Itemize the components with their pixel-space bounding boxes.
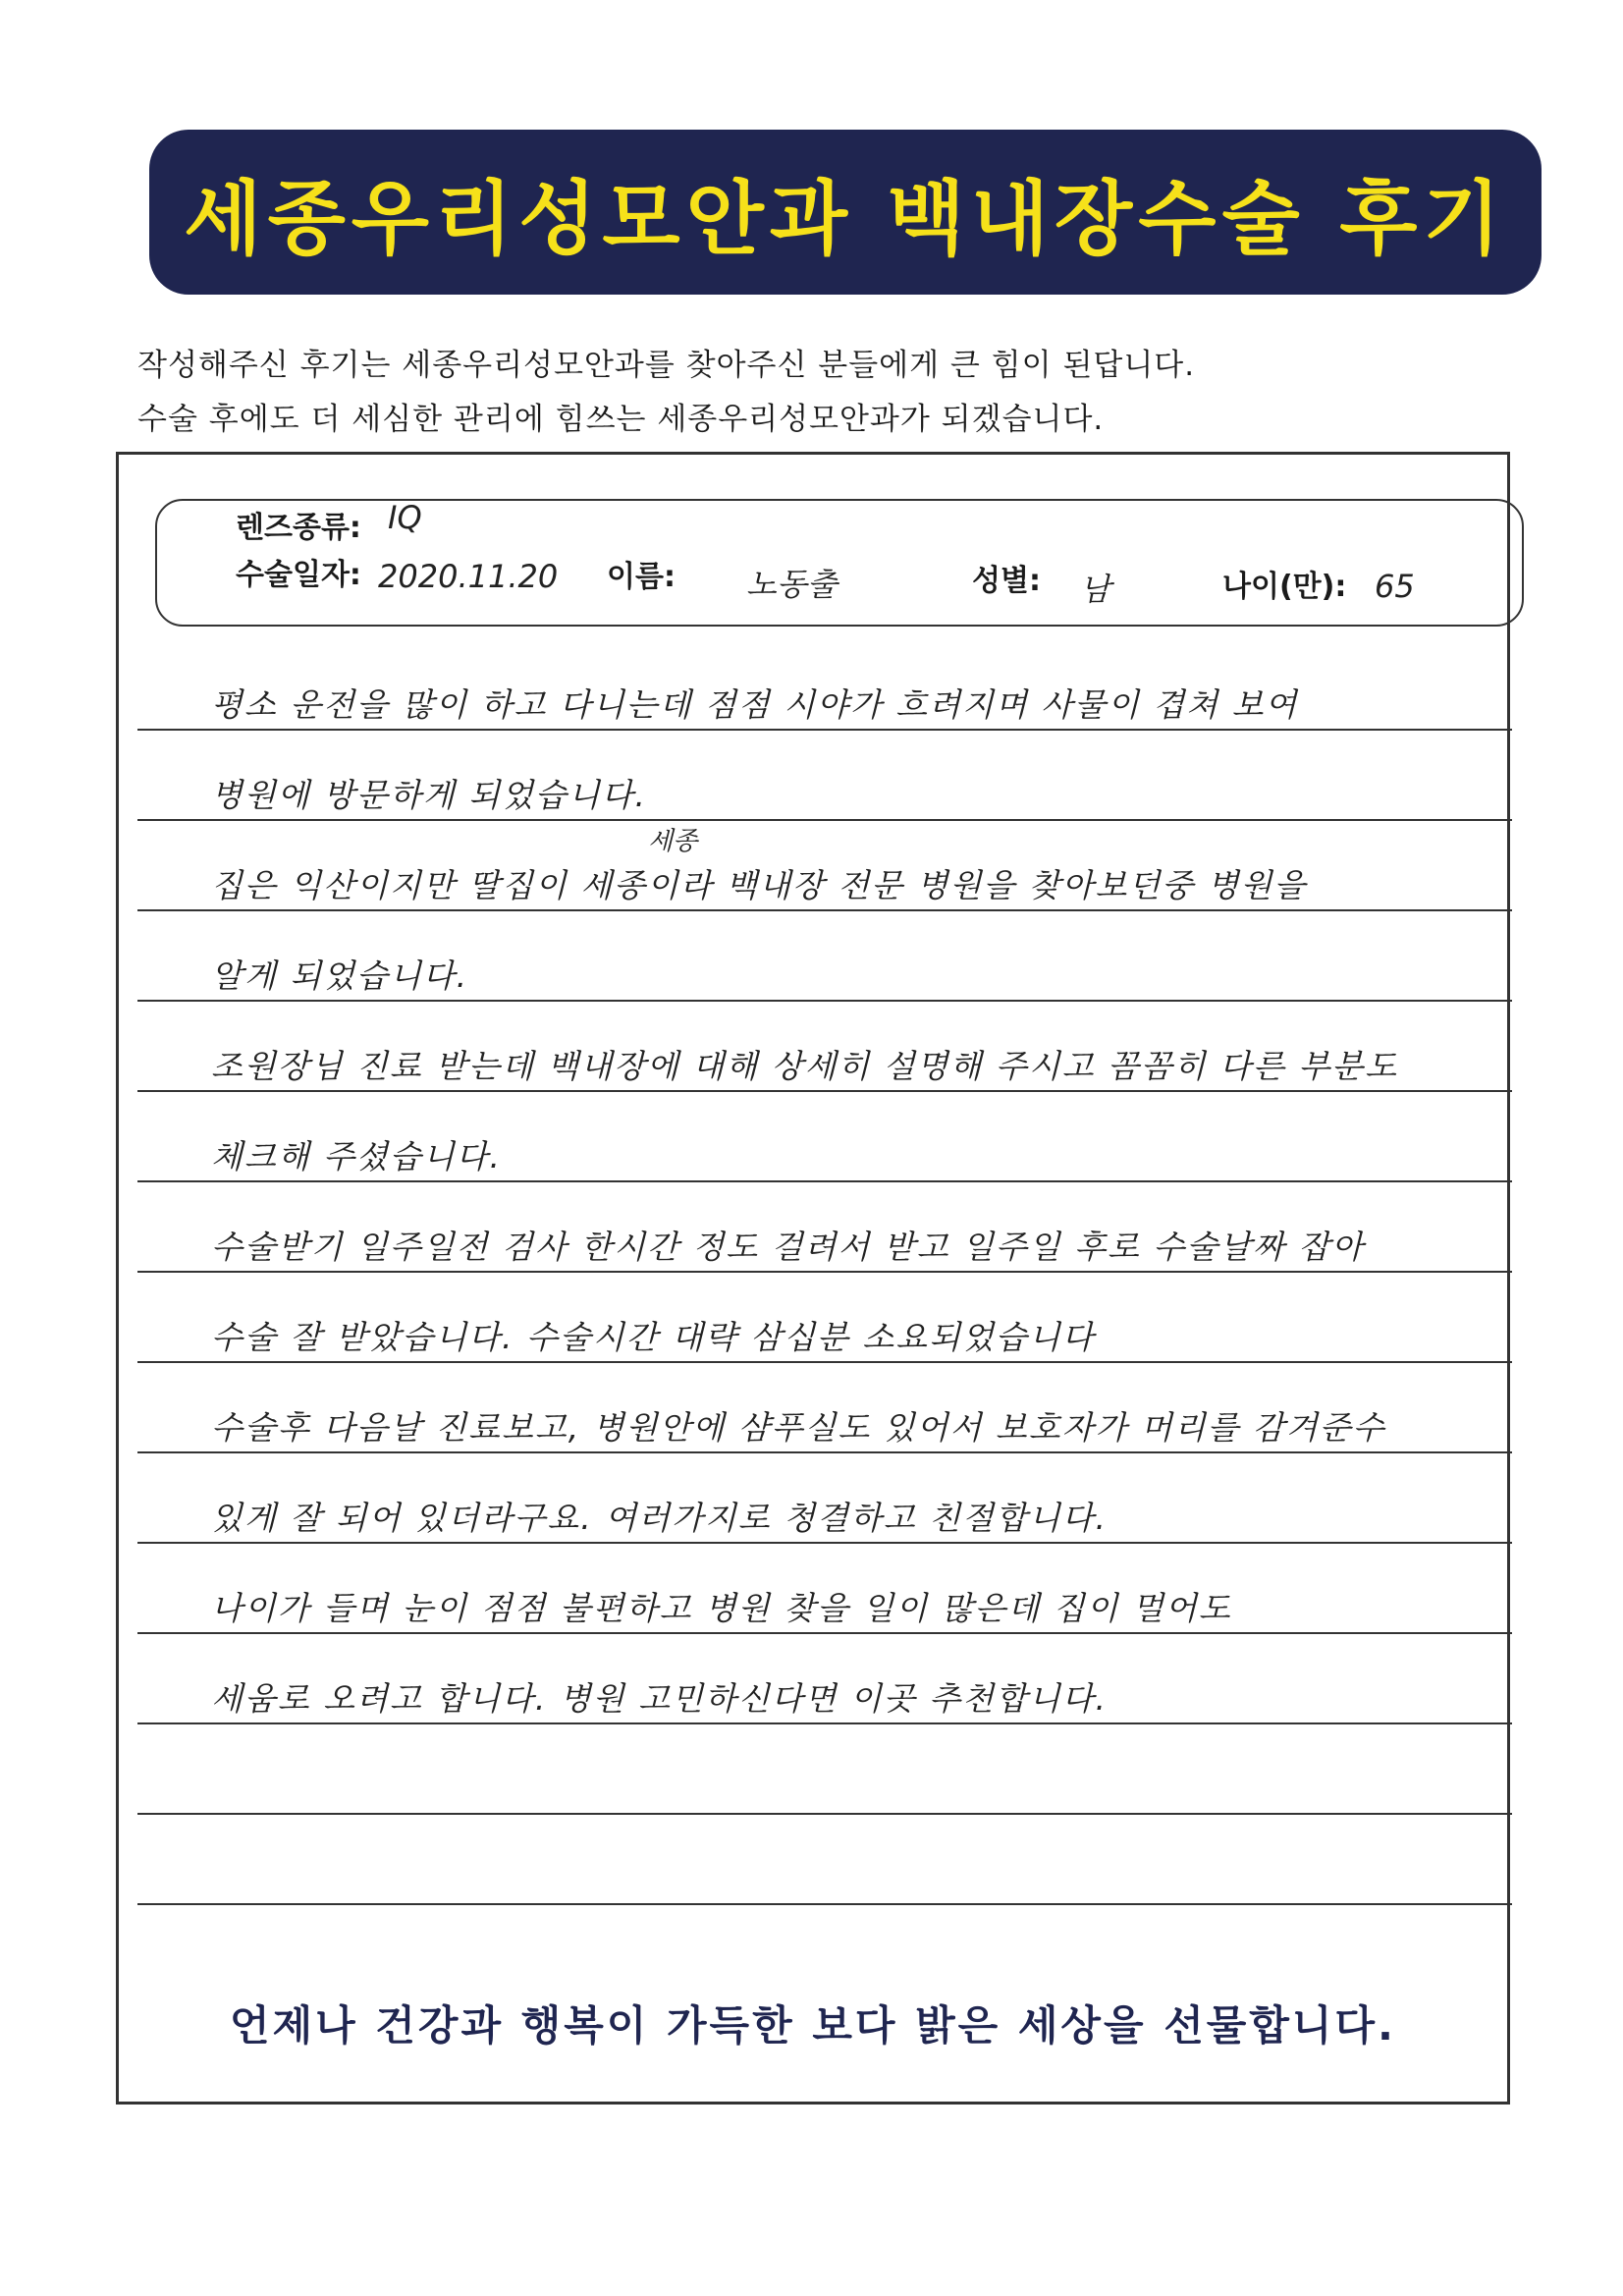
writing-line [137, 1903, 1512, 1905]
title-banner [149, 130, 1542, 295]
review-line-7: 수술받기 일주일전 검사 한시간 정도 걸려서 받고 일주일 후로 수술날짜 잡아 [211, 1228, 1366, 1266]
intro-line-1: 작성해주신 후기는 세종우리성모안과를 찾아주신 분들에게 큰 힘이 된답니다. [137, 348, 1196, 383]
name-value: 노동출 [746, 566, 838, 603]
banner-title: 세종우리성모안과 백내장수술 후기 [184, 172, 1507, 266]
writing-line [137, 1542, 1512, 1544]
writing-line [137, 909, 1512, 911]
review-line-10: 있게 잘 되어 있더라구요. 여러가지로 청결하고 친절합니다. [211, 1499, 1108, 1537]
writing-line [137, 729, 1512, 731]
lens-label: 렌즈종류: [236, 511, 361, 545]
review-line-3: 집은 익산이지만 딸집이 세종이라 백내장 전문 병원을 찾아보던중 병원을 [211, 866, 1308, 904]
date-value: 2020.11.20 [378, 558, 559, 595]
writing-line [137, 1451, 1512, 1453]
date-label: 수술일자: [236, 558, 361, 592]
review-line-5: 조원장님 진료 받는데 백내장에 대해 상세히 설명해 주시고 꼼꼼히 다른 부분도 [211, 1047, 1398, 1085]
review-line-6: 체크해 주셨습니다. [211, 1137, 503, 1175]
writing-line [137, 1090, 1512, 1092]
review-superscript: 세종 [648, 827, 698, 856]
review-line-2: 병원에 방문하게 되었습니다. [211, 776, 648, 814]
review-line-12: 세움로 오려고 합니다. 병원 고민하신다면 이곳 추천합니다. [211, 1679, 1108, 1718]
writing-line [137, 1271, 1512, 1273]
review-line-1: 평소 운전을 많이 하고 다니는데 점점 시야가 흐려지며 사물이 겹쳐 보여 [211, 685, 1299, 724]
writing-line [137, 1180, 1512, 1182]
name-label: 이름: [607, 560, 676, 594]
age-value: 65 [1375, 568, 1415, 605]
gender-value: 남 [1080, 571, 1110, 608]
gender-label: 성별: [972, 564, 1041, 598]
footer-slogan: 언제나 건강과 행복이 가득한 보다 밝은 세상을 선물합니다. [229, 2001, 1397, 2050]
writing-line [137, 819, 1512, 821]
writing-line [137, 1632, 1512, 1634]
review-line-11: 나이가 들며 눈이 점점 불편하고 병원 찾을 일이 많은데 집이 멀어도 [211, 1589, 1232, 1627]
review-line-9: 수술후 다음날 진료보고, 병원안에 샴푸실도 있어서 보호자가 머리를 감겨준수 [211, 1408, 1386, 1447]
age-label: 나이(만): [1222, 570, 1347, 604]
intro-line-2: 수술 후에도 더 세심한 관리에 힘쓰는 세종우리성모안과가 되겠습니다. [137, 402, 1105, 437]
review-line-4: 알게 되었습니다. [211, 957, 469, 995]
writing-line [137, 1361, 1512, 1363]
writing-line [137, 1722, 1512, 1724]
review-line-8: 수술 잘 받았습니다. 수술시간 대략 삼십분 소요되었습니다 [211, 1318, 1096, 1356]
lens-value: IQ [388, 499, 422, 536]
writing-line [137, 1813, 1512, 1815]
writing-line [137, 1000, 1512, 1002]
intro-text [137, 339, 1512, 447]
